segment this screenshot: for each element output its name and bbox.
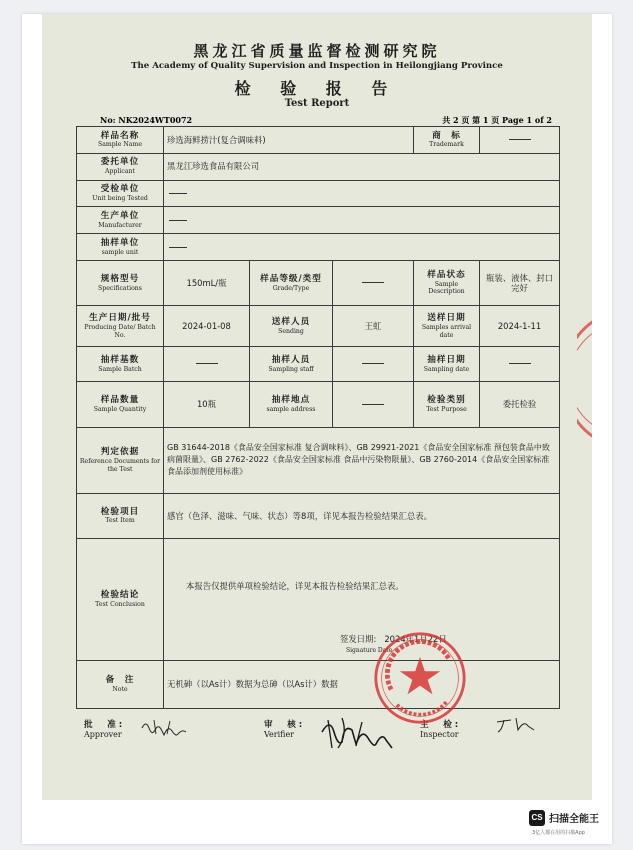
test-purpose-label: 检验类别 Test Purpose bbox=[414, 382, 480, 427]
institute-name-cn: 黑龙江省质量监督检测研究院 bbox=[193, 42, 441, 60]
signature-date-en: Signature Date bbox=[346, 646, 393, 654]
row-sample-quantity bbox=[77, 382, 560, 427]
applicant-value: 黑龙江珍选食品有限公司 bbox=[164, 153, 560, 180]
producing-date-label: 生产日期/批号 Producing Date/ Batch No. bbox=[77, 306, 164, 347]
reference-label: 判定依据 Reference Documents for the Test bbox=[77, 427, 164, 493]
sample-description-label: 样品状态 Sample Description bbox=[414, 260, 480, 305]
manufacturer-label: 生产单位 Manufacturer bbox=[77, 207, 164, 234]
conclusion-value bbox=[164, 538, 560, 660]
sampling-date-value bbox=[480, 347, 560, 382]
row-note bbox=[77, 660, 560, 708]
sampling-staff-label: 抽样人员 Sampling staff bbox=[250, 347, 333, 382]
sample-description-value: 瓶装、液体、封口完好 bbox=[480, 260, 560, 305]
grade-type-label: 样品等级/类型 Grade/Type bbox=[250, 260, 333, 305]
sample-name-value: 珍选海鲜捞汁(复合调味料) bbox=[164, 127, 414, 154]
sending-label: 送样人员 Sending bbox=[250, 306, 333, 347]
scanned-page bbox=[22, 14, 612, 844]
camscanner-tagline: 3亿人都在用的扫描App bbox=[532, 830, 585, 836]
unit-tested-label: 受检单位 Unit being Tested bbox=[77, 180, 164, 207]
row-sample-unit bbox=[77, 234, 560, 261]
row-manufacturer bbox=[77, 207, 560, 234]
arrival-date-value: 2024-1-11 bbox=[480, 306, 560, 347]
arrival-date-label: 送样日期 Samples arrival date bbox=[414, 306, 480, 347]
report-table bbox=[76, 126, 560, 709]
manufacturer-value bbox=[164, 207, 560, 234]
unit-tested-value bbox=[164, 180, 560, 207]
note-label: 备 注 Note bbox=[77, 660, 164, 708]
sample-quantity-value: 10瓶 bbox=[164, 382, 250, 427]
official-seal-stamp bbox=[372, 630, 468, 726]
sample-batch-value bbox=[164, 347, 250, 382]
row-unit-tested bbox=[77, 180, 560, 207]
sample-name-label: 样品名称 Sample Name bbox=[77, 127, 164, 154]
specifications-label: 规格型号 Specifications bbox=[77, 260, 164, 305]
camscanner-logo-icon: CS bbox=[529, 810, 545, 826]
sample-quantity-label: 样品数量 Sample Quantity bbox=[77, 382, 164, 427]
test-item-label: 检验项目 Test Item bbox=[77, 493, 164, 538]
approver-signature bbox=[140, 716, 188, 738]
partial-stamp bbox=[577, 314, 592, 444]
signature-date-label: 签发日期: bbox=[340, 633, 377, 644]
test-item-value: 感官（色泽、滋味、气味、状态）等8项，详见本报告检验结果汇总表。 bbox=[164, 493, 560, 538]
institute-name-en: The Academy of Quality Supervision and Inspection in Heilongjiang Province bbox=[131, 61, 503, 71]
conclusion-text: 本报告仅提供单项检验结论，详见本报告检验结果汇总表。 bbox=[186, 580, 404, 591]
row-producing-date bbox=[77, 306, 560, 347]
producing-date-value: 2024-01-08 bbox=[164, 306, 250, 347]
applicant-label: 委托单位 Applicant bbox=[77, 153, 164, 180]
inspector-label: 主 检: Inspector bbox=[420, 720, 462, 739]
test-purpose-value: 委托检验 bbox=[480, 382, 560, 427]
row-specifications bbox=[77, 260, 560, 305]
sample-batch-label: 抽样基数 Sample Batch bbox=[77, 347, 164, 382]
grade-type-value bbox=[333, 260, 414, 305]
row-sample-batch bbox=[77, 347, 560, 382]
sample-unit-value bbox=[164, 234, 560, 261]
report-document bbox=[42, 14, 592, 800]
camscanner-app-name: 扫描全能王 bbox=[549, 814, 599, 825]
verifier-label: 审 核: Verifier bbox=[264, 720, 306, 739]
row-reference bbox=[77, 427, 560, 493]
row-conclusion bbox=[77, 538, 560, 660]
report-number: No: NK2024WT0072 bbox=[100, 115, 193, 125]
sending-value: 王虹 bbox=[333, 306, 414, 347]
trademark-value bbox=[480, 127, 560, 154]
conclusion-label: 检验结论 Test Conclusion bbox=[77, 538, 164, 660]
report-title-cn: 检 验 报 告 bbox=[234, 79, 400, 98]
specifications-value: 150mL/瓶 bbox=[164, 260, 250, 305]
approver-label: 批 准: Approver bbox=[84, 720, 126, 739]
trademark-label: 商 标 Trademark bbox=[414, 127, 480, 154]
row-applicant bbox=[77, 153, 560, 180]
reference-value: GB 31644-2018《食品安全国家标准 复合调味料》、GB 29921-2021《食品安全国家标准 预包装食品中致病菌限量》、GB 2762-2022《食品安全国家标准 食品中污染物限量》、GB 2760-2014《食品安全国家标准 食品添加剂使用标准》 bbox=[164, 427, 560, 493]
sampling-date-label: 抽样日期 Sampling date bbox=[414, 347, 480, 382]
sampling-staff-value bbox=[333, 347, 414, 382]
sample-address-label: 抽样地点 sample address bbox=[250, 382, 333, 427]
inspector-signature bbox=[494, 714, 538, 736]
page-info: 共 2 页 第 1 页 Page 1 of 2 bbox=[442, 115, 552, 125]
sample-address-value bbox=[333, 382, 414, 427]
row-test-item bbox=[77, 493, 560, 538]
report-title-en: Test Report bbox=[284, 98, 350, 109]
row-sample-name bbox=[77, 127, 560, 154]
note-value: 无机砷（以As计）数据为总砷（以As计）数据 bbox=[164, 660, 560, 708]
signature-date-value: 2024年1月22日 bbox=[384, 633, 447, 644]
sample-unit-label: 抽样单位 sample unit bbox=[77, 234, 164, 261]
